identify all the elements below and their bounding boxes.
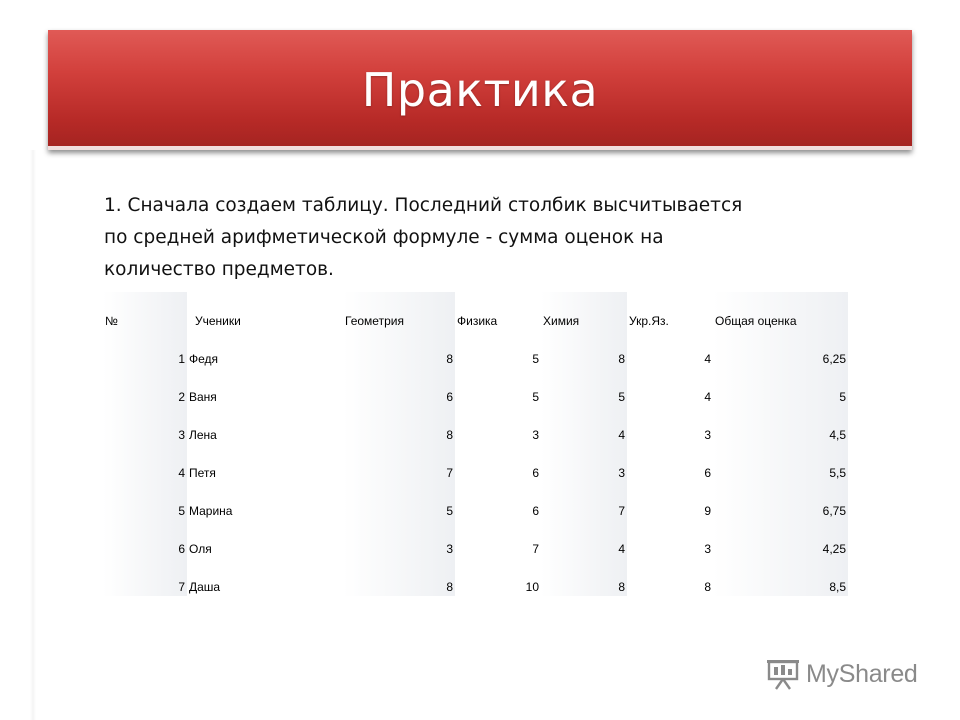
presentation-board-icon [766,657,800,691]
table-row [103,368,848,406]
geometry-grade: 8 [343,558,455,596]
table-header-row [103,292,848,330]
chemistry-grade: 4 [541,520,627,558]
physics-grade: 3 [532,428,539,442]
overall-grade: 6,25 [713,330,848,368]
overall-grade: 4,5 [713,406,848,444]
physics-grade: 6 [532,466,539,480]
intro-line-3: количество предметов. [104,259,334,280]
geometry-grade: 8 [343,330,455,368]
physics-grade: 7 [532,542,539,556]
grades-table [103,292,848,596]
row-number: 2 [103,368,187,406]
student-name: Даша [189,580,221,594]
student-name: Петя [189,466,216,480]
slide-title: Практика [361,63,599,117]
overall-grade: 8,5 [713,558,848,596]
student-name: Лена [189,428,217,442]
overall-grade: 4,25 [713,520,848,558]
title-banner [48,30,912,150]
ukr-lang-grade: 3 [704,542,711,556]
logo-text: MyShared [806,659,918,688]
intro-text [104,190,804,286]
ukr-lang-grade: 3 [704,428,711,442]
table-row [103,482,848,520]
physics-grade: 5 [532,352,539,366]
overall-grade: 6,75 [713,482,848,520]
slide-edge [30,150,36,720]
intro-line-2: по средней арифметической формуле - сумма оценок на [104,227,664,248]
myshared-logo [766,656,918,692]
chemistry-grade: 4 [541,406,627,444]
row-number: 7 [103,558,187,596]
geometry-grade: 8 [343,406,455,444]
header-overall: Общая оценка [713,292,848,330]
table-row [103,520,848,558]
student-name: Марина [189,504,233,518]
row-number: 4 [103,444,187,482]
geometry-grade: 5 [343,482,455,520]
header-students: Ученики [195,314,241,328]
geometry-grade: 7 [343,444,455,482]
geometry-grade: 6 [343,368,455,406]
physics-grade: 10 [525,580,539,594]
ukr-lang-grade: 4 [704,352,711,366]
ukr-lang-grade: 8 [704,580,711,594]
chemistry-grade: 5 [541,368,627,406]
overall-grade: 5,5 [713,444,848,482]
chemistry-grade: 8 [541,330,627,368]
header-physics: Физика [457,314,498,328]
row-number: 3 [103,406,187,444]
physics-grade: 6 [532,504,539,518]
header-geometry: Геометрия [343,292,455,330]
table-row [103,330,848,368]
header-chemistry: Химия [541,292,627,330]
row-number: 6 [103,520,187,558]
header-ukr-lang: Укр.Яз. [629,314,669,328]
row-number: 5 [103,482,187,520]
student-name: Федя [189,352,219,366]
ukr-lang-grade: 9 [704,504,711,518]
table-row [103,444,848,482]
ukr-lang-grade: 4 [704,390,711,404]
ukr-lang-grade: 6 [704,466,711,480]
geometry-grade: 3 [343,520,455,558]
chemistry-grade: 7 [541,482,627,520]
row-number: 1 [103,330,187,368]
physics-grade: 5 [532,390,539,404]
chemistry-grade: 8 [541,558,627,596]
chemistry-grade: 3 [541,444,627,482]
student-name: Оля [189,542,212,556]
table-row [103,406,848,444]
overall-grade: 5 [713,368,848,406]
grades-table-body [103,292,848,596]
intro-line-1: 1. Сначала создаем таблицу. Последний столбик высчитывается [104,195,743,216]
student-name: Ваня [189,390,217,404]
header-number: № [103,292,187,330]
table-row [103,558,848,596]
